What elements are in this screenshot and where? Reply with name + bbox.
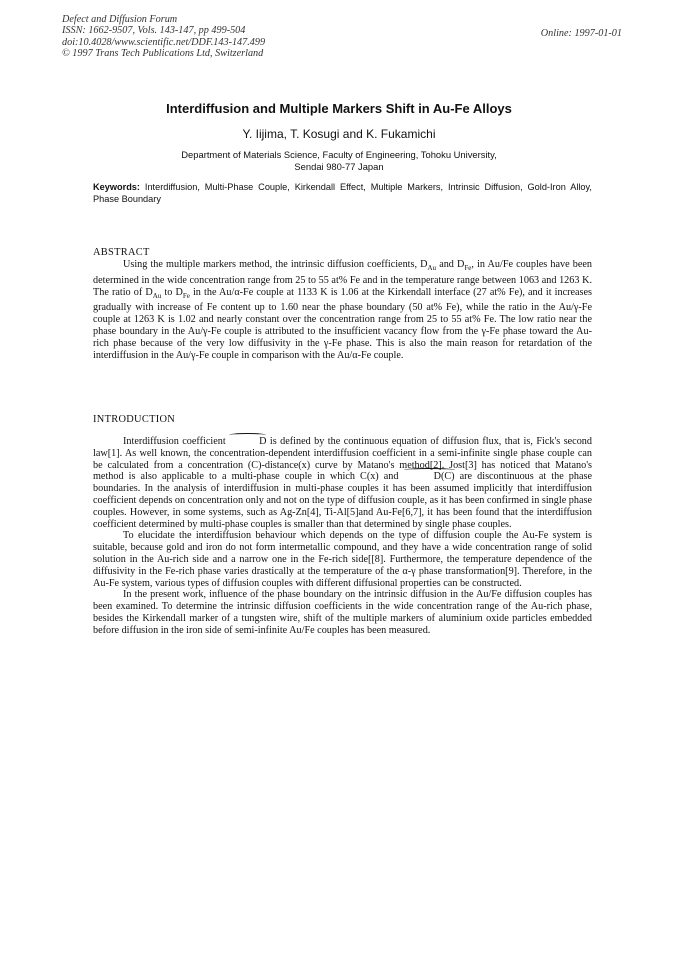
abstract-text-4: to D [161, 286, 183, 298]
affiliation-line-2: Sendai 980-77 Japan [294, 161, 384, 172]
keywords-text: Interdiffusion, Multi-Phase Couple, Kirkendall Effect, Multiple Markers, Intrinsic Diffusion, Gold-Iron Alloy, Phase Boundary [93, 182, 592, 204]
subscript-fe: Fe [182, 291, 190, 300]
doi-line: doi:10.4028/www.scientific.net/DDF.143-147.499 [62, 36, 266, 48]
subscript-fe: Fe [464, 264, 472, 273]
abstract-text-5: in the Au/α-Fe couple at 1133 K is 1.06 at the Kirkendall interface (27 at% Fe), and it increases gradually with increase of Fe content up to 1.60 near the phase boundary (50 at% Fe), while the ratio in the Au/γ-Fe couple at 1263 K is 1.02 and nearly constant over the concentration range from 25 to 55 at% Fe. The low ratio near the phase boundary in the Au/γ-Fe couple is attributed to the insufficient vacancy flow from the γ-Fe phase toward the Au-rich phase because of the very low diffusivity in the γ-Fe phase. This is also the main reason for retardation of the interdiffusion in the Au/γ-Fe couple in comparison with the Au/α-Fe couple. [93, 286, 592, 361]
abstract-paragraph [93, 259, 592, 361]
interdiffusion-function-symbol: D(C) [404, 471, 455, 483]
abstract-text-1: Using the multiple markers method, the intrinsic diffusion coefficients, D [123, 259, 428, 270]
intro-paragraph-2: To elucidate the interdiffusion behaviour which depends on the type of diffusion couple the Au-Fe system is suitable, because gold and iron do not form intermetallic compound, and they have a wide concentration range of solid solution in the Au-rich side and a narrow one in the Fe-rich side[[8]. Furthermore, the temperature dependence of the diffusivity in the Fe-rich phase varies drastically at the temperature of the α-γ phase transformation[9]. Therefore, in the Au-Fe system, various types of diffusion couples with different diffusional properties can be constructed. [93, 530, 592, 589]
paper-title: Interdiffusion and Multiple Markers Shift in Au-Fe Alloys [166, 101, 512, 116]
issn-line: ISSN: 1662-9507, Vols. 143-147, pp 499-504 [62, 25, 246, 37]
journal-header [62, 14, 622, 60]
journal-name: Defect and Diffusion Forum [62, 14, 178, 25]
interdiffusion-symbol: D [229, 436, 266, 448]
affiliation [0, 149, 678, 173]
affiliation-line-1: Department of Materials Science, Faculty of Engineering, Tohoku University, [181, 149, 497, 160]
intro-text-1c: are discontinuous at the phase boundaries. In the analysis of interdiffusion in multi-phase couples it has been assumed implicitly that interdiffusion coefficient depends on concentration only and not on the type of diffusion couple, as it has been confirmed in single phase couples. However, in some systems, such as Ag-Zn[4], Ti-Al[5]and Au-Fe[6,7], it has been found that the interdiffusion coefficient determined by multi-phase couples is smaller than that determined by single phase couples. [93, 471, 593, 530]
copyright-line: © 1997 Trans Tech Publications Ltd, Switzerland [62, 48, 264, 60]
paper-authors: Y. Iijima, T. Kosugi and K. Fukamichi [242, 127, 436, 141]
online-date: Online: 1997-01-01 [540, 28, 622, 39]
introduction-body [93, 436, 592, 637]
abstract-text-3: , in Au/Fe couples have been determined in the wide concentration range from 25 to 55 at% Fe and in the temperature range between 1063 and 1263 K. The ratio of D [93, 259, 592, 298]
subscript-au: Au [152, 291, 162, 300]
keywords [93, 181, 592, 205]
intro-paragraph-3: In the present work, influence of the phase boundary on the intrinsic diffusion in the Au/Fe diffusion couples has been examined. To determine the intrinsic diffusion coefficients in the wide concentration range of the Au-rich phase, besides the Kirkendall marker of a tungsten wire, shift of the multiple markers of aluminium oxide particles embedded before diffusion in the iron side of semi-infinite Au/Fe couples has been measured. [93, 589, 592, 636]
subscript-au: Au [427, 264, 437, 273]
intro-text-1b: is defined by the continuous equation of diffusion flux, that is, Fick's second law[1]. As well known, the concentration-dependent interdiffusion coefficient in a semi-infinite single phase couple can be calculated from a concentration (C)-distance(x) curve by Matano's method[2]. Jost[3] has noticed that Matano's method is also applicable to a multi-phase couple in which C(x) and [93, 436, 592, 483]
abstract-body [93, 259, 592, 361]
introduction-heading: INTRODUCTION [93, 414, 176, 425]
abstract-heading: ABSTRACT [93, 247, 150, 258]
intro-paragraph-1 [93, 436, 592, 530]
keywords-label: Keywords: [93, 182, 140, 192]
intro-text-1a: Interdiffusion coefficient [123, 436, 230, 447]
abstract-text-2: and D [436, 259, 465, 270]
